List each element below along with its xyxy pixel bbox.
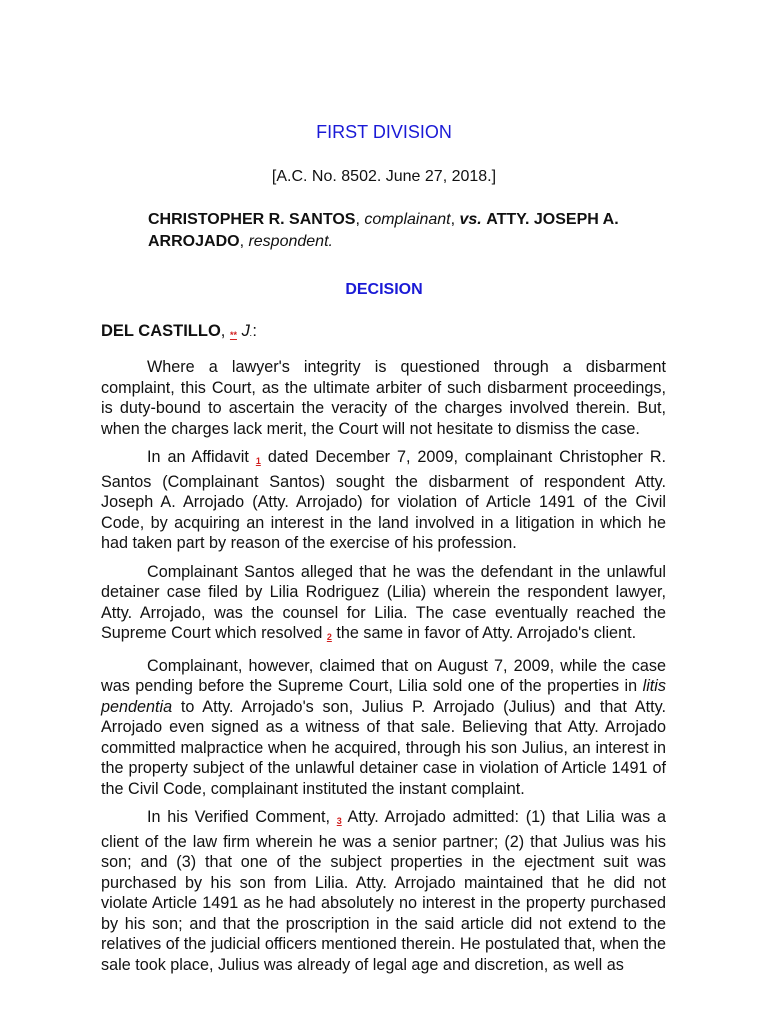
ponente-name: DEL CASTILLO <box>101 322 221 340</box>
justice-title: J <box>241 322 250 340</box>
footnote-ref-2[interactable]: 2 <box>326 632 332 642</box>
case-parties: CHRISTOPHER R. SANTOS, complainant, vs. ATTY. JOSEPH A. ARROJADO, respondent. <box>148 211 619 250</box>
complainant-role: complainant <box>364 211 451 228</box>
footnote-ref-ponente[interactable]: ** <box>229 330 237 340</box>
paragraph-1: Where a lawyer's integrity is questioned through a disbarment complaint, this Court, as the ultimate arbiter of such disbarment proceedings, is duty-bound to ascertain the veracity of the charges involved therein. But, when the charges lack merit, the Court will not hesitate to dismiss the case. <box>101 358 666 438</box>
complainant-name: CHRISTOPHER R. SANTOS <box>148 211 356 228</box>
footnote-ref-1[interactable]: 1 <box>255 456 261 466</box>
paragraph-5: In his Verified Comment, 3 Atty. Arrojado admitted: (1) that Lilia was a client of the law firm wherein he was a senior partner; (2) that Julius was his son; and (3) that one of the subject properties in the ejectment suit was purchased by his son from Lilia. Atty. Arrojado maintained that he did not violate Article 1491 as he had absolutely no interest in the property purchased by his son; and that the proscription in the said article did not extend to the relatives of the judicial officers mentioned therein. He postulated that, when the sale took place, Julius was already of legal age and discretion, as well as <box>101 808 666 974</box>
division-heading: FIRST DIVISION <box>316 122 452 142</box>
ponente-line: DEL CASTILLO, ** J.: <box>101 322 257 340</box>
footnote-ref-3[interactable]: 3 <box>336 816 342 826</box>
respondent-role: respondent. <box>248 233 333 250</box>
versus-label: vs. <box>459 211 482 228</box>
decision-heading: DECISION <box>345 281 423 298</box>
case-number: [A.C. No. 8502. June 27, 2018.] <box>271 168 497 185</box>
paragraph-3: Complainant Santos alleged that he was the defendant in the unlawful detainer case filed by Lilia Rodriguez (Lilia) wherein the respondent lawyer, Atty. Arrojado, was the counsel for Lilia. The case eventually reached the Supreme Court which resolved 2 the same in favor of Atty. Arrojado's client. <box>101 562 666 642</box>
latin-term: litis pendentia <box>101 677 666 716</box>
paragraph-4: Complainant, however, claimed that on August 7, 2009, while the case was pending before the Supreme Court, Lilia sold one of the properties in litis pendentia to Atty. Arrojado's son, Julius P. Arrojado (Julius) and that Atty. Arrojado even signed as a witness of that sale. Believing that Atty. Arrojado committed malpractice when he acquired, through his son Julius, an interest in the property subject of the unlawful detainer case in violation of Article 1491 of the Civil Code, complainant instituted the instant complaint. <box>101 656 666 798</box>
respondent-name: ATTY. JOSEPH A. ARROJADO <box>148 211 619 250</box>
paragraph-2: In an Affidavit 1 dated December 7, 2009, complainant Christopher R. Santos (Complainant Santos) sought the disbarment of respondent Atty. Joseph A. Arrojado (Atty. Arrojado) for violation of Article 1491 of the Civil Code, by acquiring an interest in the land involved in a litigation in which he had taken part by reason of the exercise of his profession. <box>101 448 667 552</box>
decision-body <box>101 357 666 983</box>
